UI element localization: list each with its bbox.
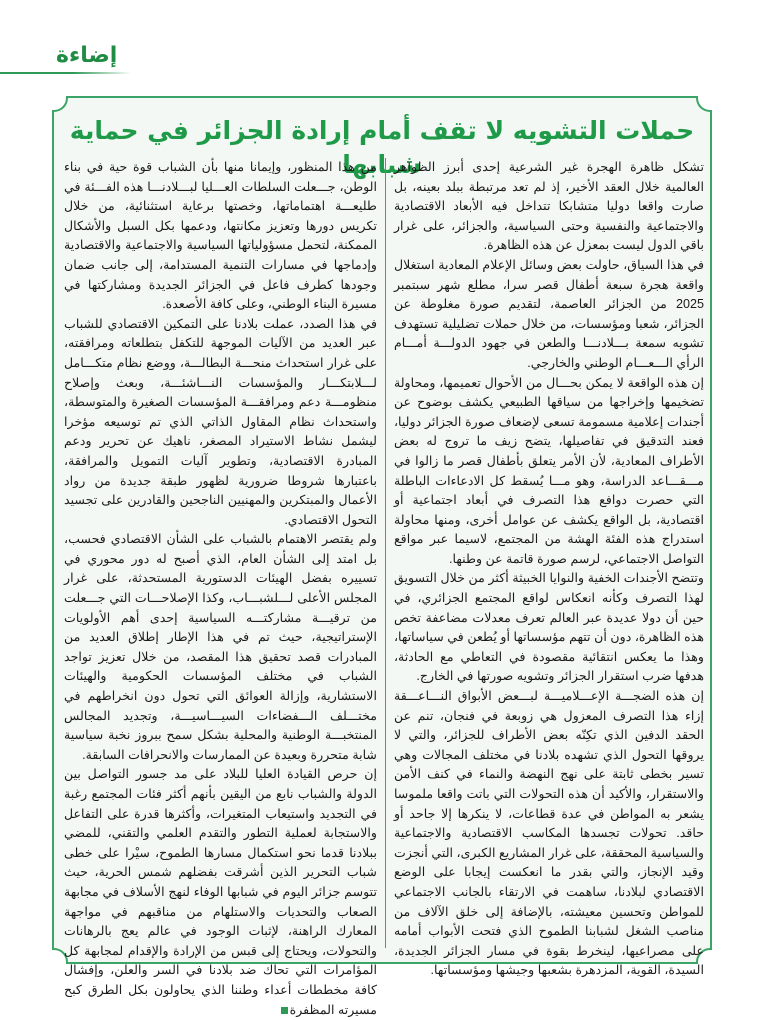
article-columns [64,158,704,1017]
final-paragraph [64,765,377,1020]
paragraph: إن هذه الواقعة لا يمكن بحـــال من الأحوال تعميمها، ومحاولة تضخيمها وإخراجها من سياقها الطبيعي يكشف بوضوح عن أجندات إعلامية مسمومة تسعى لإضعاف صورة الجزائر دوليا، فعند التدقيق في تفاصيلها، يتضح زيف ما تروج له بعض الأطراف المعادية، لأن الأمر يتعلق بأطفال قصر ما زالوا في مـــقـــاعد الدراسة، وهو مـــا يُسقط كل الادعاءات الباطلة التي حصرت دوافع هذا التصرف في أبعاد اجتماعية أو اقتصادية، بل الواقع يكشف عن عوامل أخرى، ومنها محاولة استدراج هذه الفئة الهشة من المجتمع، لاسيما عبر مواقع التواصل الاجتماعي، لرسم صورة قاتمة عن وطنها. [393,375,704,566]
end-of-article-square-icon [281,1007,288,1014]
corner-notch-top-left [52,96,68,112]
left-column [64,158,386,1017]
section-underline [0,72,132,74]
paragraph: تشكل ظاهرة الهجرة غير الشرعية إحدى أبرز الظواهر العالمية خلال العقد الأخير، إذ لم تعد مرتبطة ببلد بعينه، بل صارت واقعا دوليا متشابكا تتداخل فيه الأبعاد الاقتصادية والاجتماعية والنفسية وحتى السياسية، والجزائر، على غرار باقي الدول ليست بمعزل عن هذه الظاهرة. [393,160,704,253]
paragraph: وتتضح الأجندات الخفية والنوايا الخبيثة أكثر من خلال التسويق لهذا التصرف وكأنه انعكاس لواقع المجتمع الجزائري، في حين أن دولا عديدة عبر العالم تعرف معدلات مضاعفة تخص هذه الظاهرة، دون أن تتهم مؤسساتها أو يُطعن في سياساتها، وهذا ما يعكس انتقائية مقصودة في التعاطي مع الحادثة، هدفها ضرب استقرار الجزائر وتشويه صورتها في الخارج. [393,571,704,684]
right-column [386,158,704,978]
paragraph: ولم يقتصر الاهتمام بالشباب على الشأن الاقتصادي فحسب، بل امتد إلى الشأن العام، الذي أصبح له دور محوري في تسييره بفضل الهيئات الدستورية المستحدثة، على غرار المجلس الأعلى لـــلشبـــاب، وكذا الإصلاحـــات التي جـــعلت من ترقيـــة مشاركتـــه السياسية إحدى أهم الأولويات الإستراتيجية، حيث تم في هذا الإطار إطلاق العديد من المبادرات قصد تحقيق هذا المقصد، من خلال تعزيز تواجد الشباب في مختلف المؤسسات الحكومية والهيئات الاستشارية، وإزالة العوائق التي تحول دون انخراطهم في مختـــلف الـــفضاءات السيـــاسيـــة، وتجديد المجالس المنتخبـــة الوطنية والمحلية بشكل سمح ببروز نخبة سياسية شابة متحررة وبعيدة عن الممارسات والانحرافات السابقة. [64,532,377,762]
section-header [0,40,140,80]
paragraph: إن هذه الضجـــة الإعـــلاميـــة لبـــعض الأبواق النـــاعـــقة إزاء هذا التصرف المعزول هي زوبعة في فنجان، تنم عن الحقد الدفين الذي تكِنّه بعض الأطراف للجزائر، والتي لا يروقها التحول الذي تشهده بلادنا في مختلف المجالات وهي تسير بخطى ثابتة على نهج النهضة والنماء في كنف الأمن والاستقرار، والأكيد أن هذه التحولات التي باتت واقعا ملموسا يشعر به المواطن في عدة قطاعات، لا ينكرها إلا جاحد أو حاقد. تحولات تجسدها المكاسب الاقتصادية والاجتماعية والسياسية المحققة، على غرار المشاريع الكبرى، التي أنجزت وقيد الإنجاز، والتي بقدر ما انعكست إيجابا على الوضع الاقتصادي لبلادنا، ساهمت في الارتقاء بالجانب الاجتماعي للمواطن وتحسين معيشته، بالإضافة إلى خلق الآلاف من مناصب الشغل لشبابنا الطموح الذي فتحت الأبواب أمامه على مصراعيها، لينخرط بقوة في مسار الجزائر الجديدة، السيدة، القوية، المزدهرة بشعبها وجيشها ومؤسساتها. [393,689,704,978]
corner-notch-top-right [696,96,712,112]
paragraph: من هذا المنظور، وإيمانا منها بأن الشباب قوة حية في بناء الوطن، جـــعلت السلطات العـــليا لبـــلادنـــا هذه الفـــئة في طليعـــة اهتماماتها، وخصتها برعاية استثنائية، من خلال تكريس دورها وتعزيز مكانتها، ودعمها بكل السبل والأشكال الممكنة، لتحمل مسؤولياتها السياسية والاجتماعية والاقتصادية وإدماجها في مسارات التنمية المستدامة، إلى جانب ضمان وجودها كطرف فاعل في الجزائر الجديدة ومشاركتها في مسيرة البناء الوطني، وعلى كافة الأصعدة. [64,160,377,312]
paragraph-text: إن حرص القيادة العليا للبلاد على مد جسور التواصل بين الدولة والشباب نابع من اليقين بأنهم أكثر فئات المجتمع رغبة في التجديد واستيعاب المتغيرات، وأكثرها قدرة على التفاعل والاستجابة لعملية التطور والتقدم العلمي والتقني، للمضي ببلادنا قدما نحو استكمال مسارها الطموح، سيْرا على خطى شباب التحرير الذين أشرقت بفضلهم شمس الحرية، حيث تتوسم جزائر اليوم في شبابها الوفاء لنهج الأسلاف في مجابهة الصعاب والتحديات والاستلهام من مناقبهم في مواجهة المعارك الراهنة، لإثبات الوجود في عالم يعج بالرهانات والتحولات، ويحتاج إلى قبس من الإرادة والإقدام لمجابهة كل المؤامرات التي تحاك ضد بلادنا في السر والعلن، وإفشال كافة مخططات أعداء وطننا الذي يحاولون بكل الطرق كبح مسيرته المظفرة [64,767,377,1017]
paragraph: في هذا الصدد، عملت بلادنا على التمكين الاقتصادي للشباب عبر العديد من الآليات الموجهة للتكفل بتطلعاته ومرافقته، على غرار استحداث منحـــة البطالـــة، ووضع نظام متكـــامل لـــلابتكـــار والمؤسسات النـــاشئـــة، وبعث وإصلاح منظومـــة دعم ومرافقـــة المؤسسات الصغيرة والمتوسطة، واستحداث نظام المقاول الذاتي الذي تم توسيعه مؤخرا ليشمل نشاط الاستيراد المصغر، ناهيك عن تحرير ودعم المبادرة الاقتصادية، وتطوير آليات التمويل والمرافقة، باعتبارها شروطا ضرورية لظهور طبقة جديدة من رواد الأعمال والمبتكرين والمهنيين الناجحين والقادرين على تجسيد التحول الاقتصادي. [64,316,377,527]
article-title: حملات التشويه لا تقف أمام إرادة الجزائر في حماية شبابها [69,116,695,179]
section-label: إضاءة [56,43,118,68]
paragraph: في هذا السياق، حاولت بعض وسائل الإعلام المعادية استغلال واقعة هجرة سبعة أطفال قصر سرا، مطلع شهر سبتمبر 2025 من الجزائر العاصمة، لتقديم صورة مغلوطة عن الجزائر، شعبا ومؤسسات، من خلال حملات تضليلية تستهدف تشويه سمعة بـــلادنـــا والطعن في جهود الدولـــة أمـــام الرأي الـــعـــام الوطني والخارجي. [393,257,704,370]
article-box [52,96,712,1017]
